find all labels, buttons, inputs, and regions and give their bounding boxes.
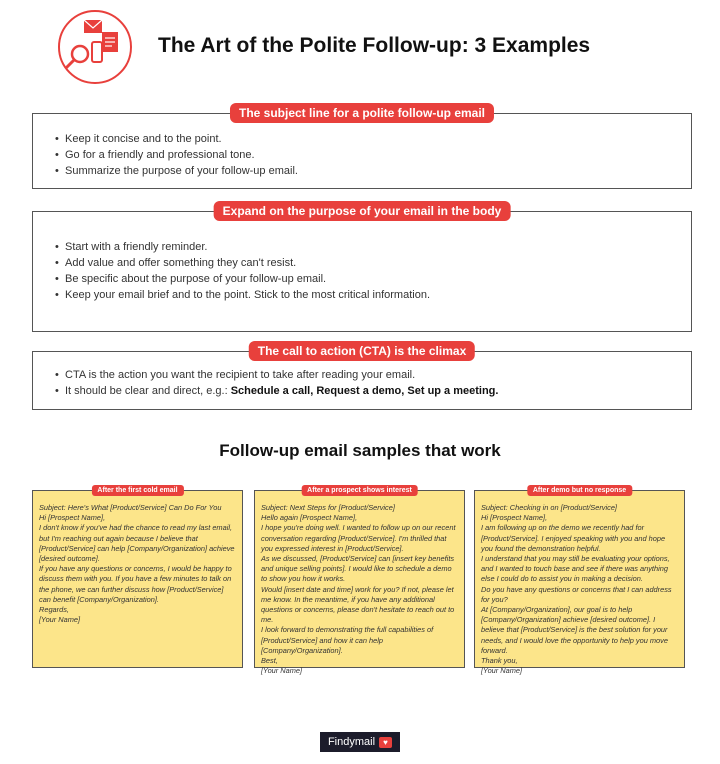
email-line: I understand that you may still be evaluating your options, and I wanted to touch base and see if there was anything else I could do to assist you in making a decision. (481, 554, 670, 584)
email-line: Subject: Here's What [Product/Service] Can Do For You (39, 503, 222, 512)
email-line: Best, (261, 656, 278, 666)
brand-footer-logo (320, 732, 400, 752)
email-line: Would [insert date and time] work for you? If not, please let me know. In the meantime, if you have any additional questions or concerns, please don't hesitate to reach out to me. (261, 584, 455, 625)
list-item: • Keep it concise and to the point. (55, 131, 691, 147)
email-body-section (32, 204, 692, 332)
email-line: At [Company/Organization], our goal is to help [Company/Organization] achieve [desired outcome]. I believe that [Product/Service] is the best solution for your needs, and I would love the opportunity to help you move forward. (481, 605, 668, 655)
brand-name: Findymail (327, 736, 376, 748)
list-item: • Start with a friendly reminder. (55, 239, 691, 255)
email-line: If you have any questions or concerns, I would be happy to discuss them with you. If you have a few minutes to talk on the phone, we can further discuss how [Product/Service] can benefit [Company/Organization]. (39, 564, 232, 604)
bullet-list (33, 114, 691, 179)
email-line: Regards, (39, 605, 69, 615)
email-search-logo-icon (56, 8, 134, 86)
email-line: Subject: Next Steps for [Product/Service] (261, 503, 395, 512)
section-title: The call to action (CTA) is the climax (249, 341, 475, 361)
heart-mail-icon: ♥ (379, 737, 392, 748)
list-item (55, 383, 691, 399)
email-line: [Your Name] (261, 666, 303, 676)
list-item-text: It should be clear and direct, e.g.: (65, 385, 231, 397)
email-line: Thank you, (481, 656, 518, 666)
cta-section (32, 344, 692, 410)
list-item: • Go for a friendly and professional tone. (55, 147, 691, 163)
card-tag: After a prospect shows interest (301, 485, 418, 496)
list-item: • Be specific about the purpose of your follow-up email. (55, 271, 691, 287)
page-title: The Art of the Polite Follow-up: 3 Examples (158, 34, 591, 57)
subject-line-section (32, 106, 692, 189)
email-sample-card (254, 487, 465, 676)
email-line: [Your Name] (39, 615, 81, 625)
section-title: The subject line for a polite follow-up email (230, 103, 494, 123)
card-body (255, 491, 464, 680)
email-line: Hi [Prospect Name], (39, 513, 106, 523)
card-body (475, 491, 684, 680)
email-line: I don't know if you've had the chance to read my last email, but I'm reaching out again because I believe that [Product/Service] can help [Company/Organization] achieve [desired outcome]. (39, 523, 235, 564)
card-body (33, 491, 242, 629)
bullet-list (33, 212, 691, 303)
list-item: • CTA is the action you want the recipient to take after reading your email. (55, 367, 691, 383)
card-tag: After the first cold email (91, 485, 183, 496)
email-line: [Your Name] (481, 666, 523, 676)
email-sample-card (32, 487, 243, 668)
list-item: • Summarize the purpose of your follow-up email. (55, 163, 691, 179)
email-line: Do you have any questions or concerns that I can address for you? (481, 584, 672, 604)
email-line: As we discussed, [Product/Service] can [insert key benefits and unique selling points]. I would like to schedule a demo to show you how it works. (261, 554, 455, 584)
email-sample-card (474, 487, 685, 676)
list-item: • Keep your email brief and to the point. Stick to the most critical information. (55, 287, 691, 303)
email-line: Hi [Prospect Name], (481, 513, 548, 523)
email-line: I hope you're doing well. I wanted to follow up on our recent conversation regarding [Product/Service]. I'm thrilled that you expressed interest in [Product/Service]. (261, 523, 456, 553)
email-line: Hello again [Prospect Name], (261, 513, 358, 523)
email-line: Subject: Checking in on [Product/Service] (481, 503, 617, 512)
header (0, 0, 720, 100)
samples-heading: Follow-up email samples that work (219, 441, 501, 460)
email-line: I am following up on the demo we recently had for [Product/Service]. I enjoyed speaking with you and hope you found the demonstration helpful. (481, 523, 666, 553)
list-item: • Add value and offer something they can't resist. (55, 255, 691, 271)
email-line: I look forward to demonstrating the full capabilities of [Product/Service] and how it can help [Company/Organization]. (261, 625, 434, 655)
section-title: Expand on the purpose of your email in the body (214, 201, 511, 221)
cta-examples: Schedule a call, Request a demo, Set up a meeting. (230, 385, 499, 397)
card-tag: After demo but no response (527, 485, 632, 496)
